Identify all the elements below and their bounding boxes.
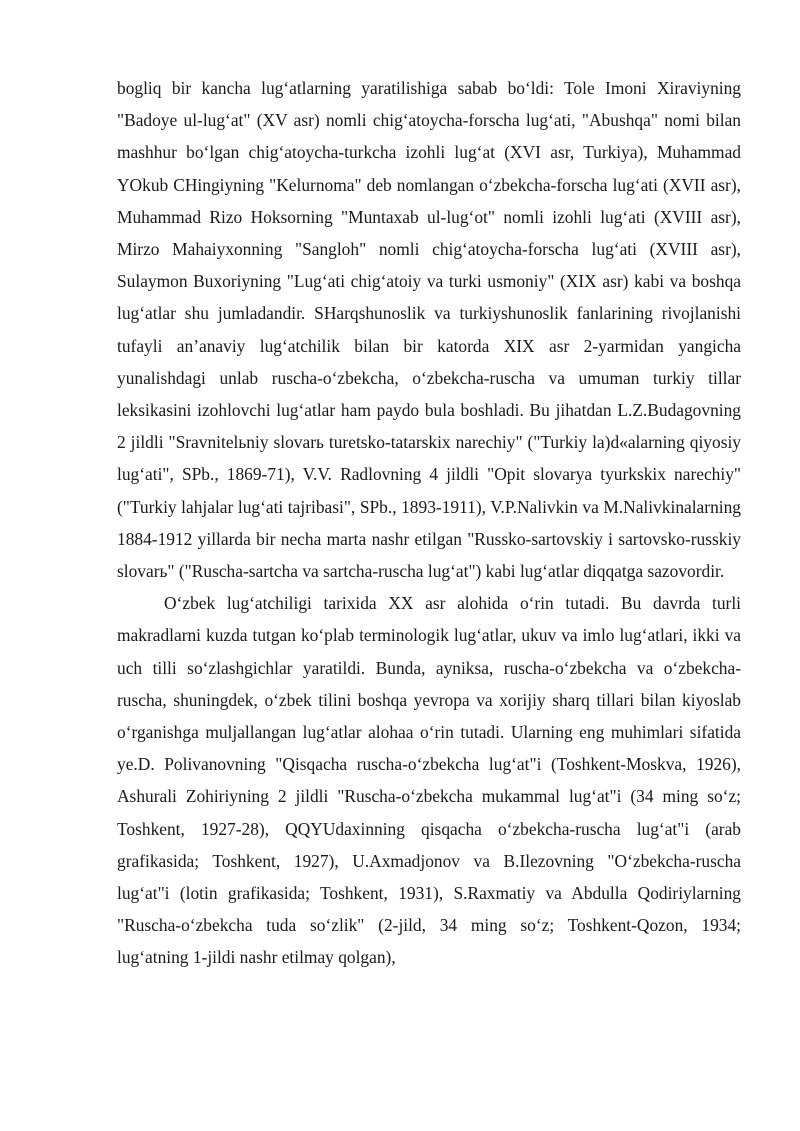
document-page — [117, 72, 741, 974]
paragraph-xx-century-lexicography: Oʻzbek lugʻatchiligi tarixida XX asr alohida oʻrin tutadi. Bu davrda turli makradlarni kuzda tutgan koʻplab terminologik lugʻatlar, ukuv va imlo lugʻatlari, ikki va uch tilli soʻzlashgichlar yaratildi. Bunda, ayniksa, ruscha-oʻzbekcha va oʻzbekcha-ruscha, shuningdek, oʻzbek tilini boshqa yevropa va xorijiy sharq tillari bilan kiyoslab oʻrganishga muljallangan lugʻatlar alohaa oʻrin tutadi. Ularning eng muhimlari sifatida ye.D. Polivanovning "Qisqacha ruscha-oʻzbekcha lugʻat"i (Toshkent-Moskva, 1926), Ashurali Zohiriyning 2 jildli "Ruscha-oʻzbekcha mukammal lugʻat"i (34 ming soʻz; Toshkent, 1927-28), QQYUdaxinning qisqacha oʻzbekcha-ruscha lugʻat"i (arab grafikasida; Toshkent, 1927), U.Axmadjonov va B.Ilezovning "Oʻzbekcha-ruscha lugʻat"i (lotin grafikasida; Toshkent, 1931), S.Raxmatiy va Abdulla Qodiriylarning "Ruscha-oʻzbekcha tuda soʻzlik" (2-jild, 34 ming soʻz; Toshkent-Qozon, 1934; lugʻatning 1-jildi nashr etilmay qolgan), — [117, 593, 741, 968]
paragraph-dictionary-history: bogliq bir kancha lugʻatlarning yaratilishiga sabab boʻldi: Tole Imoni Xiraviyning "Badoye ul-lugʻat" (XV asr) nomli chigʻatoycha-forscha lugʻati, "Abushqa" nomi bilan mashhur boʻlgan chigʻatoycha-turkcha izohli lugʻat (XVI asr, Turkiya), Muhammad YOkub CHingiyning "Kelurnoma" deb nomlangan oʻzbekcha-forscha lugʻati (XVII asr), Muhammad Rizo Hoksorning "Muntaxab ul-lugʻot" nomli izohli lugʻati (XVIII asr), Mirzo Mahaiyxonning "Sangloh" nomli chigʻatoycha-forscha lugʻati (XVIII asr), Sulaymon Buxoriyning "Lugʻati chigʻatoiy va turki usmoniy" (XIX asr) kabi va boshqa lugʻatlar shu jumladandir. SHarqshunoslik va turkiyshunoslik fanlarining rivojlanishi tufayli an’anaviy lugʻatchilik bilan bir katorda XIX asr 2-yarmidan yangicha yunalishdagi unlab ruscha-oʻzbekcha, oʻzbekcha-ruscha va umuman turkiy tillar leksikasini izohlovchi lugʻatlar ham paydo bula boshladi. Bu jihatdan L.Z.Budagovning 2 jildli "Sravnitelьniy slovarь turetsko-tatarskix narechiy" ("Turkiy la)d«alarning qiyosiy lugʻati", SPb., 1869-71), V.V. Radlovning 4 jildli "Opit slovarya tyurkskix narechiy" ("Turkiy lahjalar lugʻati tajribasi", SPb., 1893-1911), V.P.Nalivkin va M.Nalivkinalarning 1884-1912 yillarda bir necha marta nashr etilgan "Russko-sartovskiy i sartovsko-russkiy slovarь" ("Ruscha-sartcha va sartcha-ruscha lugʻat") kabi lugʻatlar diqqatga sazovordir. — [117, 78, 741, 582]
